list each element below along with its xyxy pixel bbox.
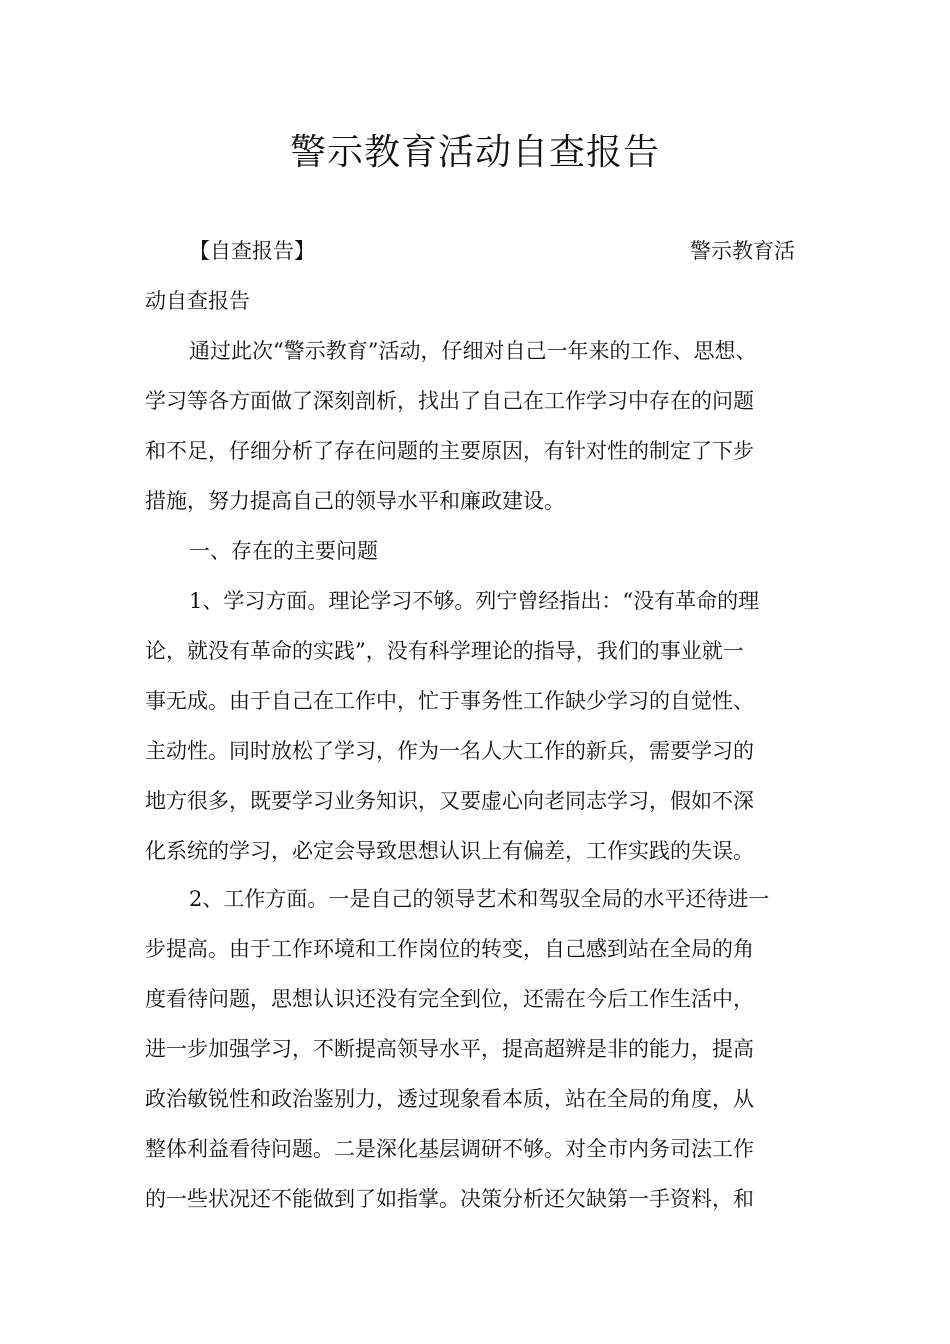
paragraph-line: 地方很多，既要学习业务知识，又要虚心向老同志学习，假如不深	[145, 789, 754, 813]
header-right-text: 警示教育活	[690, 239, 795, 263]
header-continuation: 动自查报告	[145, 289, 250, 313]
paragraph-line: 的一些状况还不能做到了如指掌。决策分析还欠缺第一手资料，和	[145, 1187, 754, 1211]
paragraph-line: 措施，努力提高自己的领导水平和廉政建设。	[145, 489, 565, 513]
paragraph-line: 化系统的学习，必定会导致思想认识上有偏差，工作实践的失误。	[145, 839, 754, 863]
paragraph-line: 和不足，仔细分析了存在问题的主要原因，有针对性的制定了下步	[145, 439, 754, 463]
paragraph-line: 事无成。由于自己在工作中，忙于事务性工作缺少学习的自觉性、	[145, 689, 754, 713]
paragraph-line: 学习等各方面做了深刻剖析，找出了自己在工作学习中存在的问题	[145, 389, 754, 413]
paragraph-line: 进一步加强学习，不断提高领导水平，提高超辨是非的能力，提高	[145, 1037, 754, 1061]
paragraph-line: 1、学习方面。理论学习不够。列宁曾经指出：“没有革命的理	[189, 589, 760, 613]
paragraph-line: 通过此次“警示教育”活动，仔细对自己一年来的工作、思想、	[189, 339, 757, 363]
paragraph-line: 整体利益看待问题。二是深化基层调研不够。对全市内务司法工作	[145, 1137, 754, 1161]
paragraph-line: 步提高。由于工作环境和工作岗位的转变，自己感到站在全局的角	[145, 937, 754, 961]
paragraph-line: 论，就没有革命的实践”，没有科学理论的指导，我们的事业就一	[145, 639, 744, 663]
paragraph-line: 度看待问题，思想认识还没有完全到位，还需在今后工作生活中，	[145, 987, 754, 1011]
document-title: 警示教育活动自查报告	[289, 132, 660, 173]
header-tag: 【自查报告】	[189, 239, 315, 263]
paragraph-line: 主动性。同时放松了学习，作为一名人大工作的新兵，需要学习的	[145, 739, 754, 763]
section-heading: 一、存在的主要问题	[189, 539, 378, 563]
paragraph-line: 2、工作方面。一是自己的领导艺术和驾驭全局的水平还待进一	[189, 887, 770, 911]
paragraph-line: 政治敏锐性和政治鉴别力，透过现象看本质，站在全局的角度，从	[145, 1087, 754, 1111]
